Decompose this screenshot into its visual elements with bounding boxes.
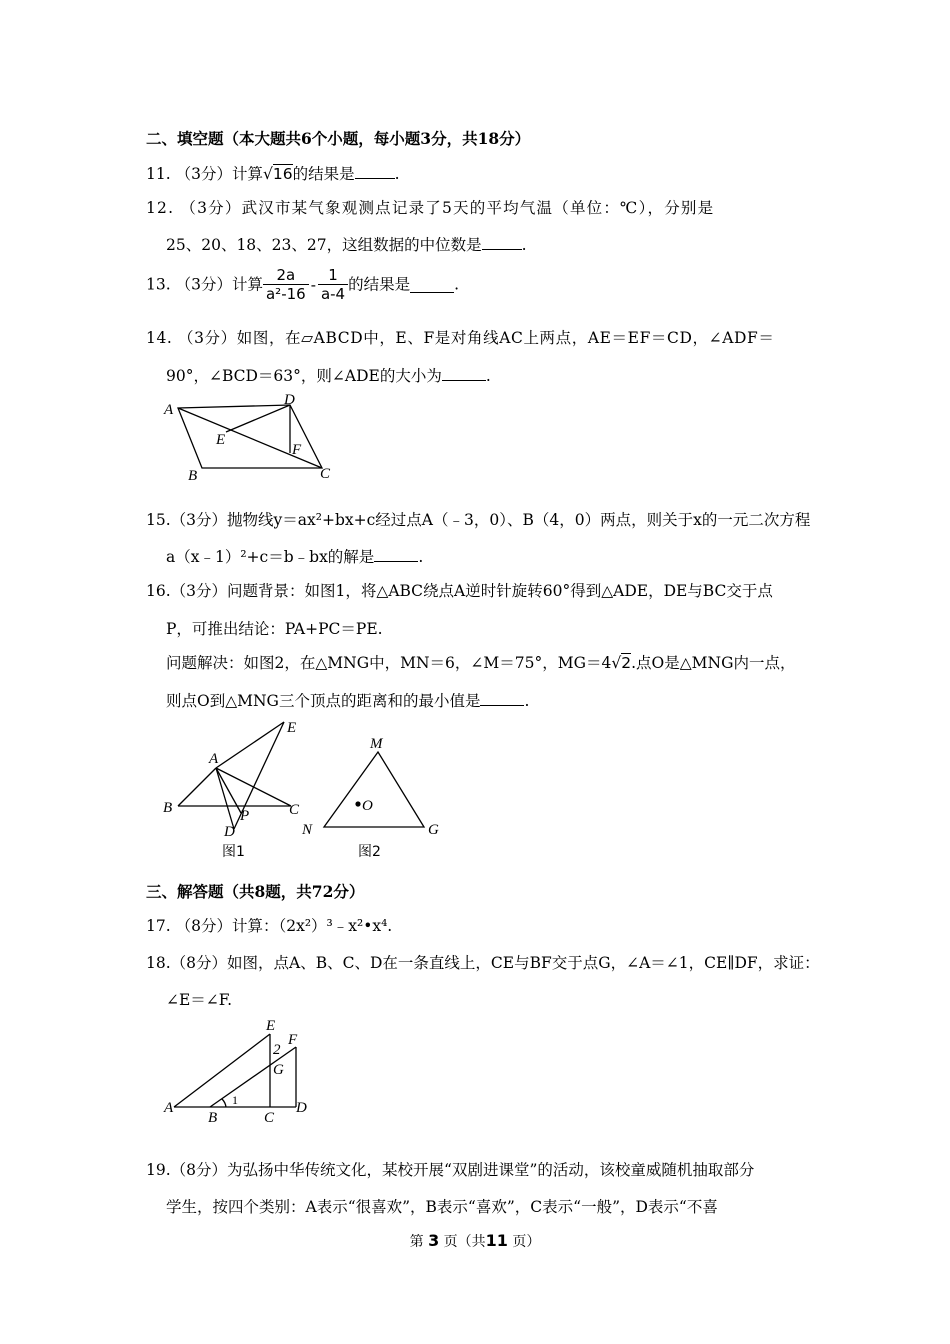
page-footer: 第 3 页（共11 页） <box>409 1231 541 1250</box>
question-points: （3分） <box>170 582 228 600</box>
question-12-line2: 25、20、18、23、27，这组数据的中位数是 . <box>166 233 527 255</box>
question-16-line2: P，可推出结论：PA+PC＝PE. <box>166 620 383 638</box>
fraction-1: $\frac{2a}{\text{a²-16}}$ <box>263 266 309 303</box>
question-16-line3: 问题解决：如图2，在△MNG中，MN＝6，∠M＝75°，MG＝4√2.点O是△MNG内一点， <box>166 654 796 672</box>
page-total: 11 <box>485 1231 508 1250</box>
fig2-caption: 图2 <box>358 844 381 860</box>
parallelogram-figure <box>160 392 340 482</box>
fraction-2: $\frac{1}{a-4}$ <box>318 266 348 303</box>
fig1-label-a: A <box>209 751 219 767</box>
answer-blank <box>480 690 524 707</box>
label-b: B <box>208 1110 218 1124</box>
question-points: （3分） <box>175 165 232 183</box>
fig1-label-e: E <box>287 720 297 736</box>
question-16-line4: 则点O到△MNG三个顶点的距离和的最小值是 . <box>166 689 529 711</box>
label-b: B <box>188 468 198 482</box>
answer-blank <box>374 546 418 563</box>
fig1-caption: 图1 <box>222 844 245 860</box>
fig2-label-o: O <box>362 798 373 814</box>
answer-blank <box>482 234 522 251</box>
question-number: 18. <box>146 954 171 972</box>
rotation-figures <box>158 714 458 864</box>
fig1-label-c: C <box>289 802 300 818</box>
label-d: D <box>296 1100 307 1116</box>
section-title: 三、解答题（共8题，共72分） <box>146 882 365 901</box>
fig1-label-b: B <box>163 800 173 816</box>
section-title: 二、填空题（本大题共6个小题，每小题3分，共18分） <box>146 129 531 148</box>
question-points: （3分） <box>177 329 237 347</box>
label-f: F <box>288 1032 298 1048</box>
page-number: 3 <box>428 1231 440 1250</box>
question-number: 11. <box>146 165 171 183</box>
question-number: 16. <box>146 582 171 600</box>
fig2-label-m: M <box>370 736 383 752</box>
label-e: E <box>266 1018 276 1034</box>
question-19-line2: 学生，按四个类别：A表示“很喜欢”，B表示“喜欢”，C表示“一般”，D表示“不喜 <box>166 1198 718 1216</box>
question-points: （8分） <box>170 1161 228 1179</box>
fig1-label-d: D <box>224 824 235 840</box>
question-18-line2: ∠E＝∠F. <box>166 991 233 1009</box>
answer-blank <box>442 365 486 382</box>
question-points: （8分） <box>170 954 228 972</box>
label-f: F <box>292 442 302 458</box>
question-15: 15.（3分）抛物线y＝ax²+bx+c经过点A（﹣3，0）、B（4，0）两点，则关于x的一元二次方程 <box>146 511 811 529</box>
fig2-label-g: G <box>428 822 439 838</box>
label-e: E <box>216 432 226 448</box>
answer-blank <box>355 163 395 180</box>
label-g: G <box>273 1062 284 1078</box>
question-points: （3分） <box>170 511 228 529</box>
question-13: 13. （3分）计算 $\frac{2a}{\text{a²-16}}$ - $\frac{1}{a-4}$ 的结果是 . <box>146 266 460 303</box>
label-d: D <box>284 392 295 408</box>
fig2-label-n: N <box>302 822 313 838</box>
label-2: 2 <box>273 1042 281 1058</box>
question-14-line2: 90°，∠BCD＝63°，则∠ADE的大小为 . <box>166 364 491 386</box>
question-number: 17. <box>146 917 171 935</box>
label-a: A <box>164 1100 174 1116</box>
question-19: 19.（8分）为弘扬中华传统文化，某校开展“双剧进课堂”的活动，该校童威随机抽取部分 <box>146 1161 755 1179</box>
question-points: （3分） <box>180 199 242 217</box>
question-number: 12. <box>146 199 175 217</box>
label-a: A <box>164 402 174 418</box>
question-16: 16.（3分）问题背景：如图1，将△ABC绕点A逆时针旋转60°得到△ADE，DE与BC交于点 <box>146 582 773 600</box>
question-11: 11. （3分）计算√16的结果是 . <box>146 162 400 184</box>
question-14: 14. （3分）如图，在▱ABCD中，E、F是对角线AC上两点，AE＝EF＝CD，∠ADF＝ <box>146 329 775 347</box>
label-c: C <box>320 466 331 482</box>
fig1-label-p: P <box>240 808 250 824</box>
sqrt-expression: √16 <box>262 165 293 183</box>
question-points: （8分） <box>175 917 232 935</box>
label-c: C <box>264 1110 275 1124</box>
question-number: 14. <box>146 329 173 347</box>
question-number: 15. <box>146 511 171 529</box>
question-12: 12. （3分）武汉市某气象观测点记录了5天的平均气温（单位：℃），分别是 <box>146 199 715 217</box>
question-18: 18.（8分）如图，点A、B、C、D在一条直线上，CE与BF交于点G，∠A＝∠1，CE∥DF，求证： <box>146 954 820 972</box>
question-number: 19. <box>146 1161 171 1179</box>
answer-blank <box>410 276 454 293</box>
question-points: （3分） <box>175 275 232 294</box>
label-1: 1 <box>232 1093 238 1107</box>
parallel-lines-figure <box>160 1012 320 1124</box>
question-17: 17. （8分）计算：（2x²）³﹣x²•x⁴. <box>146 917 393 935</box>
question-number: 13. <box>146 275 171 294</box>
question-15-line2: a（x﹣1）²+c＝b﹣bx的解是 . <box>166 545 423 567</box>
